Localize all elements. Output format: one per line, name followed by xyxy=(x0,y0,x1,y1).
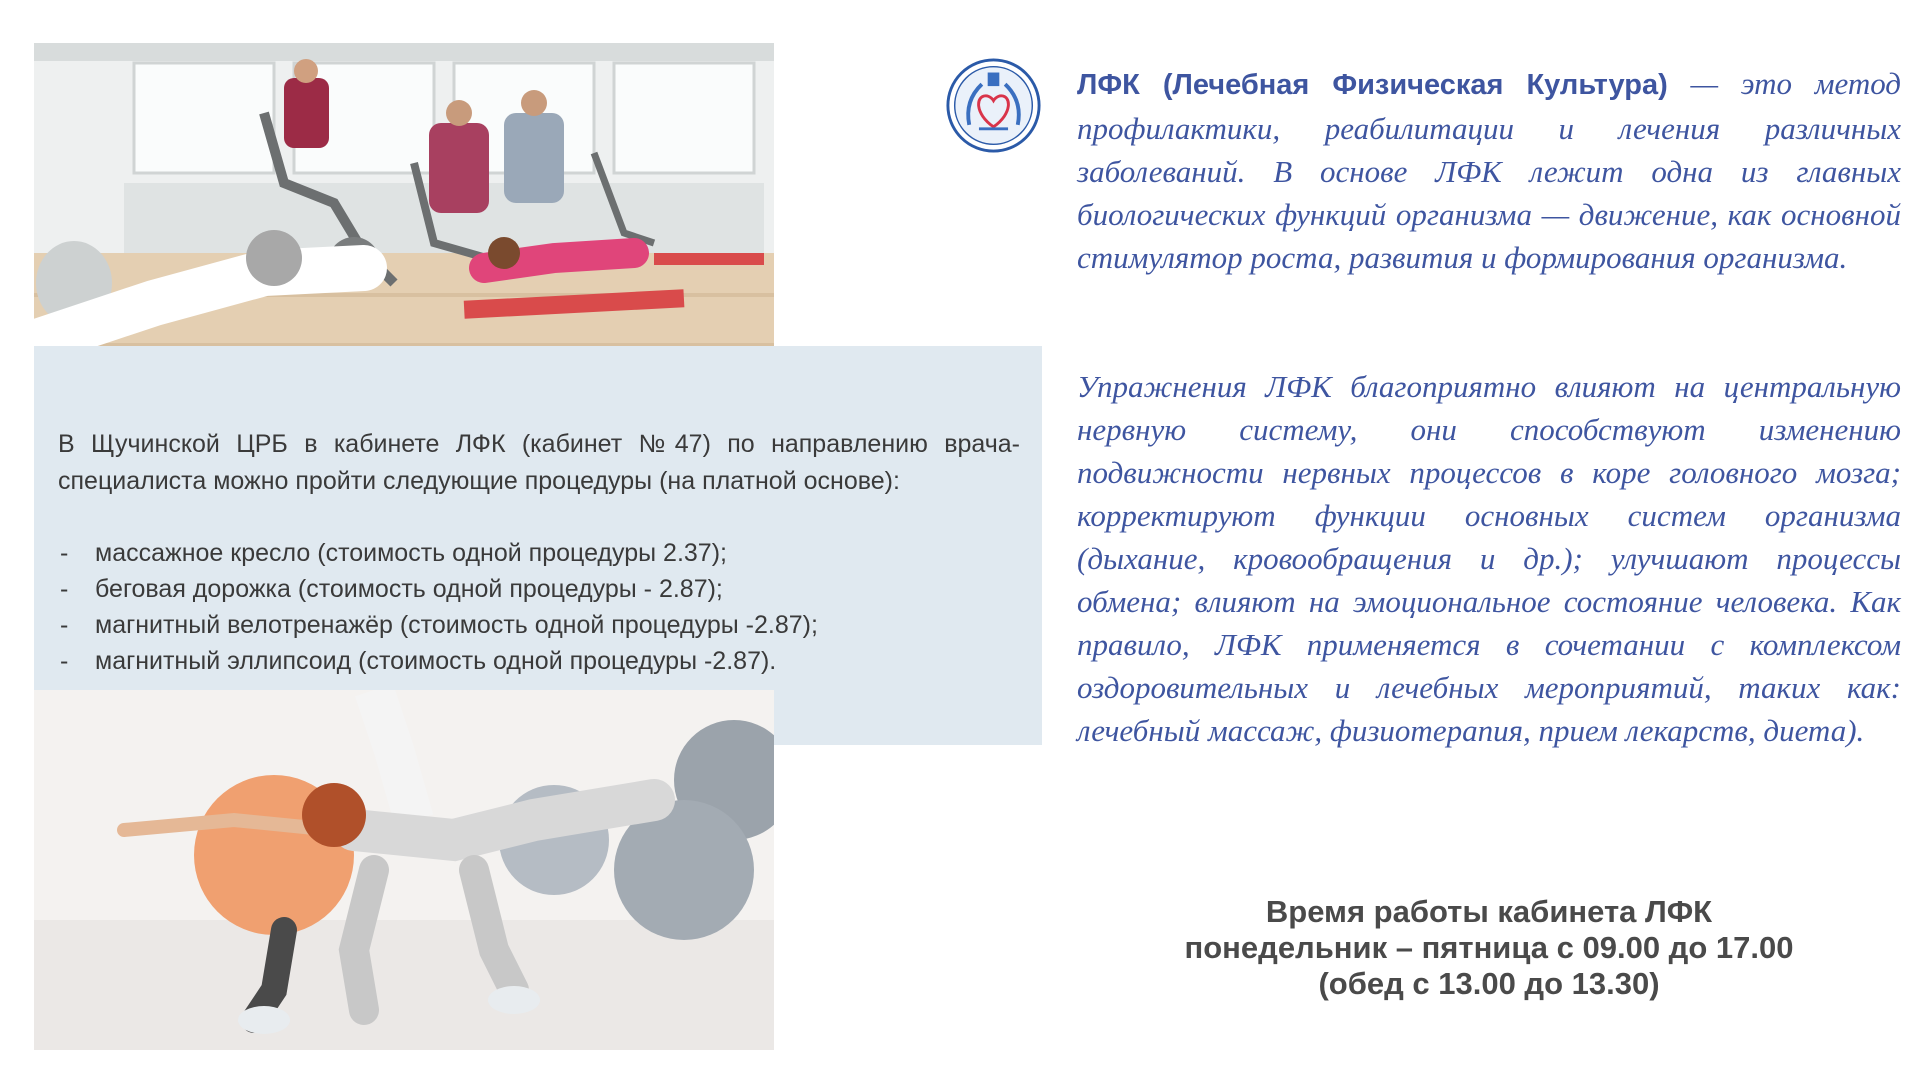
floor-exercise-photo xyxy=(34,690,774,1050)
lfk-effects-paragraph: Упражнения ЛФК благоприятно влияют на центральную нервную систему, они способствуют изменению подвижности нервных процессов в коре головного мозга; корректируют функции основных систем организма (дыхание, кровообращения и др.); улучшают процессы обмена; влияют на эмоциональное состояние человека. Как правило, ЛФК применяется в сочетании с комплексом оздоровительных и лечебных мероприятий, таких как: лечебный массаж, физиотерапия, прием лекарств, диета). xyxy=(1077,369,1901,748)
list-item xyxy=(58,571,1020,607)
procedures-list xyxy=(58,535,1020,679)
procedure-elliptical: магнитный эллипсоид (стоимость одной процедуры -2.87). xyxy=(95,647,777,675)
working-hours xyxy=(1077,894,1901,1002)
lfk-definition-text: — это метод профилактики, реабилитации и лечения различных заболеваний. В основе ЛФК лежит одна из главных биологических функций организма — движение, как основной стимулятор роста, развития и формирования организма. xyxy=(1077,66,1901,275)
working-hours-days: понедельник – пятница с 09.00 до 17.00 xyxy=(1184,930,1794,965)
list-item xyxy=(58,607,1020,643)
working-hours-lunch: (обед с 13.00 до 13.30) xyxy=(1318,966,1660,1001)
medical-emblem-logo xyxy=(945,57,1042,154)
procedure-massage-chair: массажное кресло (стоимость одной процедуры 2.37); xyxy=(95,539,727,567)
lfk-definition-title: ЛФК (Лечебная Физическая Культура) xyxy=(1077,69,1668,101)
bullet-dash: - xyxy=(60,575,69,603)
bullet-dash: - xyxy=(60,647,69,675)
procedure-exercise-bike: магнитный велотренажёр (стоимость одной процедуры -2.87); xyxy=(95,611,818,639)
working-hours-title: Время работы кабинета ЛФК xyxy=(1265,894,1713,929)
procedure-treadmill: беговая дорожка (стоимость одной процедуры - 2.87); xyxy=(95,575,723,603)
procedures-intro: В Щучинской ЦРБ в кабинете ЛФК (кабинет №47) по направлению врача-специалиста можно пройти следующие процедуры (на платной основе): xyxy=(58,430,1020,495)
list-item xyxy=(58,643,1020,679)
lfk-definition-paragraph xyxy=(1077,62,1901,279)
list-item xyxy=(58,535,1020,571)
bullet-dash: - xyxy=(60,539,69,567)
bullet-dash: - xyxy=(60,611,69,639)
